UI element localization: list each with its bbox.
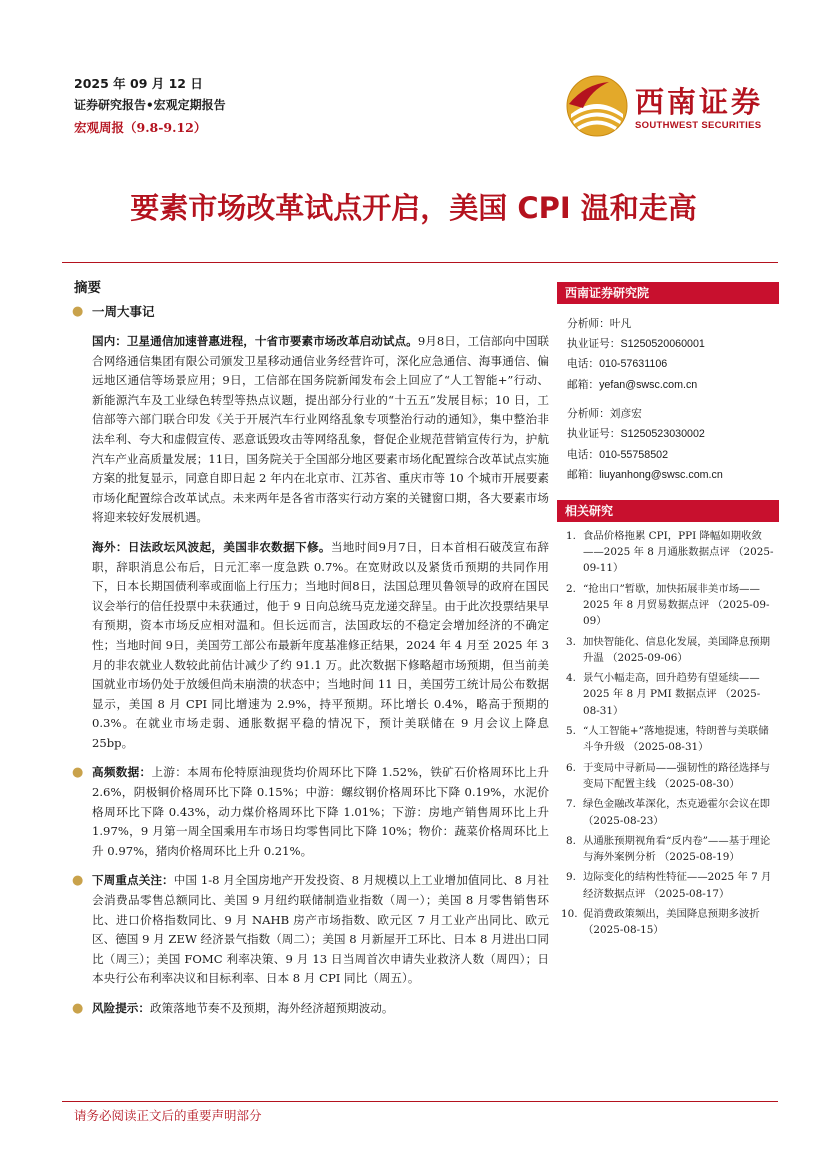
sidebar: [557, 282, 779, 943]
logo-emblem-icon: [565, 74, 629, 138]
next-week-text: 中国 1-8 月全国房地产开发投资、8 月规模以上工业增加值同比、8 月社会消费品零售总额同比、美国 9 月纽约联储制造业指数（周一）；美国 8 月零售销售环比、进口价格指数同比、9 月 NAHB 房产市场指数、欧元区 7 月工业产出同比、欧元区、德国 9 月 ZEW 经济景气指数（周二）；美国 8 月新屋开工环比、日本 8 月进出口同比（周三）；美国 FOMC 利率决策、9 月 13 日当周首次申请失业救济人数（周四）；日本央行公布利率决议和目标利率、日本 8 月 CPI 同比（周五）。: [92, 873, 549, 986]
analyst-email[interactable]: 邮箱：liuyanhong@swsc.com.cn: [567, 468, 723, 482]
risk-text: 政策落地节奏不及预期，海外经济超预期波动。: [149, 1001, 394, 1015]
domestic-lead: 国内：卫星通信加速普惠进程，十省市要素市场改革启动试点。: [92, 334, 418, 348]
analyst-name: 分析师：叶凡: [567, 317, 632, 330]
related-item[interactable]: 4. 景气小幅走高，回升趋势有望延续——2025 年 8 月 PMI 数据点评 （2025-08-31）: [566, 672, 761, 717]
overseas-paragraph: [74, 538, 549, 754]
analyst-email[interactable]: 邮箱：yefan@swsc.com.cn: [567, 377, 698, 391]
related-item[interactable]: 5. “人工智能+”落地提速，特朗普与美联储斗争升级 （2025-08-31）: [566, 725, 769, 754]
related-item[interactable]: 1. 食品价格拖累 CPI，PPI 降幅如期收敛——2025 年 8 月通胀数据点评 （2025-09-11）: [566, 529, 774, 575]
header-divider: [62, 262, 778, 263]
related-research-heading: 相关研究: [557, 500, 779, 522]
analyst-license: 执业证号：S1250523030002: [567, 426, 705, 440]
analyst-list: [557, 304, 779, 486]
overseas-text: 当地时间9月7日，日本首相石破茂宣布辞职，辞职消息公布后，日元汇率一度急跌 0.7%。在宽财政以及紧货币预期的共同作用下，日本长期国债利率或面临上行压力；当地时间8日，法国总理贝鲁领导的政府在国民议会举行的信任投票中未获通过，他于 9 日向总统马克龙递交辞呈。由于此次投票结果早有预期，资本市场反应相对温和。但长远而言，法国政坛的不稳定会增加经济的不确定性；当地时间 9日，美国劳工部公布最新年度基准修正结果，2024 年 4 月至 2025 年 3 月的非农就业人数较此前估计减少了约 91.1 万。此次数据下修略超市场预期，但当前美国就业市场仍处于放缓但尚未崩溃的状态中；当地时间 11 日，美国劳工统计局公布数据显示，美国 8 月 CPI 同比增速为 2.9%，持平预期。环比增长 0.4%，略高于预期的 0.3%。在就业市场走弱、通胀数据平稳的情况下，预计美联储在 9 月会议上降息 25bp。: [92, 539, 549, 750]
analyst-phone: 电话：010-57631106: [567, 357, 668, 371]
bullet-icon: ●: [72, 304, 84, 319]
footer-disclaimer: 请务必阅读正文后的重要声明部分: [74, 1108, 262, 1123]
logo-chinese-name: 西南证券: [635, 85, 764, 119]
risk-label: 风险提示：: [92, 1001, 150, 1015]
abstract-body: [74, 302, 549, 1019]
logo-english-name: SOUTHWEST SECURITIES: [635, 120, 762, 131]
high-frequency-section: [74, 763, 549, 861]
risk-section: [74, 999, 549, 1019]
related-item[interactable]: 2. “抢出口”暂歇，加快拓展非美市场——2025 年 8 月贸易数据点评 （2025-09-09）: [566, 582, 770, 628]
bullet-icon: ●: [72, 765, 84, 781]
analyst-license: 执业证号：S1250520060001: [567, 336, 705, 350]
high-frequency-text: 上游：本周布伦特原油现货均价周环比下降 1.52%，铁矿石价格周环比上升 2.6%，阴极铜价格周环比下降 0.15%；中游：螺纹钢价格周环比下降 0.19%，水泥价格周环比下降 0.43%，动力煤价格周环比下降 1.01%；下游：房地产销售周环比上升 1.97%，9 月第一周全国乘用车市场日均零售同比下降 10%；物价：蔬菜价格周环比上升 0.97%，猪肉价格周环比上升 0.21%。: [92, 765, 549, 858]
analyst-name: 分析师：刘彦宏: [567, 407, 642, 421]
week-events-label: 一周大事记: [92, 304, 155, 319]
high-frequency-label: 高频数据：: [92, 765, 152, 780]
related-item[interactable]: 10. 促消费政策频出，美国降息预期多波折 （2025-08-15）: [561, 907, 760, 937]
week-events-section: [74, 302, 549, 324]
report-date: 2025 年 09 月 12 日: [74, 76, 203, 91]
next-week-section: [74, 871, 549, 989]
domestic-text: 9月8日，工信部向中国联合网络通信集团有限公司颁发卫星移动通信业务经营许可，深化应急通信、海事通信、偏远地区通信等场景应用；9日，工信部在国务院新闻发布会上回应了“人工智能+”行动、新能源汽车及工业绿色转型等热点议题，提出部分行业的“十五五”发展目标；10 日，工信部等六部门联合印发《关于开展汽车行业网络乱象专项整治行动的通知》，集中整治非法牟利、夸大和虚假宣传、恶意诋毁攻击等网络乱象，督促企业规范营销宣传行为，护航汽车产业高质量发展；11日，国务院关于全国部分地区要素市场化配置综合改革试点实施方案的批复显示，同意自即日起 2 年内在北京市、江苏省、重庆市等 10 个城市开展要素市场化配置综合改革试点。未来两年是各省市落实行动方案的关键窗口期，各大要素市场将迎来较好发展机遇。: [92, 334, 549, 525]
report-title: 要素市场改革试点开启，美国 CPI 温和走高: [130, 191, 697, 225]
related-item[interactable]: 6. 于变局中寻新局——强韧性的路径选择与变局下配置主线 （2025-08-30）: [566, 761, 771, 790]
footer-divider: [62, 1101, 778, 1102]
related-research-list: [557, 522, 779, 939]
related-item[interactable]: 8. 从通胀预期视角看“反内卷”——基于理论与海外案例分析 （2025-08-19）: [566, 834, 771, 864]
bullet-icon: ●: [72, 873, 84, 889]
related-item[interactable]: 7. 绿色金融改革深化，杰克逊霍尔会议在即 （2025-08-23）: [566, 798, 771, 827]
abstract-heading: 摘要: [74, 280, 101, 296]
domestic-paragraph: [74, 332, 549, 528]
company-logo: [565, 74, 775, 138]
institute-heading: 西南证券研究院: [557, 282, 779, 304]
overseas-lead: 海外：日法政坛风波起，美国非农数据下修。: [92, 539, 331, 554]
related-item[interactable]: 3. 加快智能化、信息化发展，美国降息预期升温 （2025-09-06）: [566, 635, 771, 664]
report-type: 证券研究报告•宏观定期报告: [74, 98, 226, 112]
bullet-icon: ●: [72, 1001, 84, 1016]
related-item[interactable]: 9. 边际变化的结构性特征——2025 年 7 月经济数据点评 （2025-08-17）: [566, 871, 772, 900]
analyst-phone: 电话：010-55758502: [567, 447, 669, 461]
next-week-label: 下周重点关注：: [92, 873, 174, 888]
report-series: 宏观周报（9.8-9.12）: [74, 120, 207, 135]
